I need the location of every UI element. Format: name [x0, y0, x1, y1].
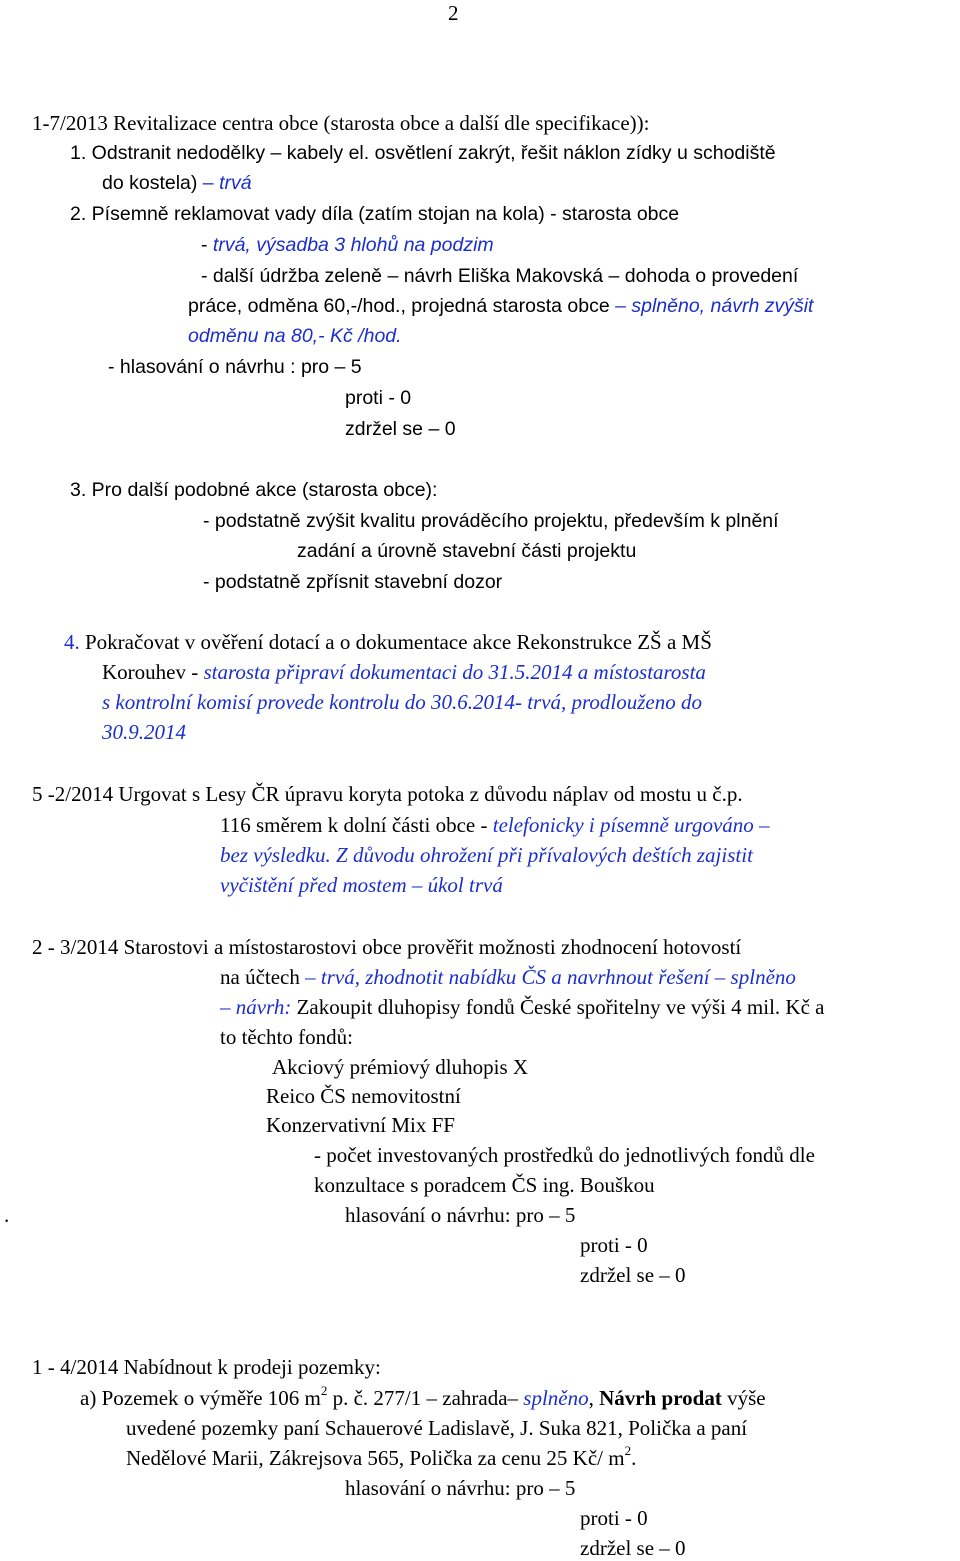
s1-item4-status: starosta připraví dokumentaci do 31.5.2014 a místostarosta: [203, 660, 706, 684]
s3-line9: konzultace s poradcem ČS ing. Bouškou: [314, 1173, 655, 1197]
s2-line2: [220, 812, 770, 838]
s3-line2: [220, 964, 796, 990]
s2-text: 116 směrem k dolní části obce -: [220, 813, 493, 837]
s1-vote-zdrzel: zdržel se – 0: [345, 418, 456, 440]
s2-status: telefonicky i písemně urgováno –: [492, 813, 770, 837]
s2-status2: bez výsledku.: [220, 843, 331, 867]
s1-item4-line3: s kontrolní komisí provede kontrolu do 30.6.2014- trvá, prodlouženo do: [102, 690, 702, 714]
s1-vote-proti: proti - 0: [345, 387, 412, 409]
s1-item3-line1: 3. Pro další podobné akce (starosta obce):: [70, 479, 438, 501]
s3-line1: 2 - 3/2014 Starostovi a místostarostovi obce prověřit možnosti zhodnocení hotovostí: [32, 935, 742, 959]
s1-item4-line1: [64, 629, 712, 655]
s1-item1-line2: [102, 170, 252, 196]
s3-status: – trvá, zhodnotit nabídku ČS a navrhnout řešení – splněno: [305, 965, 796, 989]
s4-period: .: [631, 1446, 637, 1470]
s1-item3-line3: zadání a úrovně stavební části projektu: [297, 540, 637, 562]
s3-dot: .: [4, 1203, 10, 1227]
s3-fund3: Konzervativní Mix FF: [266, 1113, 455, 1137]
s4-line1: 1 - 4/2014 Nabídnout k prodeji pozemky:: [32, 1355, 381, 1379]
s4-price-text: Nedělové Marii, Zákrejsova 565, Polička za cenu 25 Kč/ m: [126, 1446, 625, 1470]
s3-fund2: Reico ČS nemovitostní: [266, 1084, 461, 1108]
s1-item2-line3: - další údržba zeleně – návrh Eliška Makovská – dohoda o provedení: [201, 265, 799, 287]
s3-vote-zdrzel: zdržel se – 0: [580, 1263, 686, 1287]
s1-item2-status2: – splněno, návrh zvýšit: [615, 295, 814, 317]
s4-line3: uvedené pozemky paní Schauerové Ladislavě, J. Suka 821, Polička a paní: [126, 1416, 748, 1440]
s1-item1-text: do kostela): [102, 172, 198, 194]
s4-line4: [126, 1445, 636, 1471]
s4-comma: ,: [588, 1386, 600, 1410]
s2-line3: [220, 842, 753, 868]
s3-text: na účtech: [220, 965, 306, 989]
s1-item2-line1: 2. Písemně reklamovat vady díla (zatím stojan na kola) - starosta obce: [70, 203, 680, 225]
s4-vote-proti: proti - 0: [580, 1506, 648, 1530]
s4-line2: [80, 1385, 766, 1411]
s2-status3: Z důvodu ohrožení při přívalových deštích zajistit: [330, 843, 753, 867]
s4-parcel-text3: výše: [721, 1386, 766, 1410]
s3-status2: – návrh:: [220, 995, 292, 1019]
page-number: 2: [448, 1, 459, 25]
s1-title: 1-7/2013 Revitalizace centra obce (starosta obce a další dle specifikace)):: [32, 111, 650, 135]
s4-proposal: Návrh prodat: [599, 1386, 722, 1410]
s1-item1-dash: –: [197, 172, 220, 194]
s4-vote-label: hlasování o návrhu: pro – 5: [345, 1476, 576, 1500]
s4-parcel-text2: p. č. 277/1 – zahrada–: [327, 1386, 524, 1410]
s1-item2-dash: -: [201, 234, 213, 256]
s3-line4: to těchto fondů:: [220, 1025, 353, 1049]
s1-item2-text: práce, odměna 60,-/hod., projedná starosta obce: [188, 295, 616, 317]
s1-item4-line2: [102, 659, 706, 685]
s3-fund1: Akciový prémiový dluhopis X: [272, 1055, 529, 1079]
s1-item4-text: Pokračovat v ověření dotací a o dokumentace akce Rekonstrukce ZŠ a MŠ: [79, 630, 712, 654]
s4-parcel-text: a) Pozemek o výměře 106 m: [80, 1386, 321, 1410]
s1-item2-line4: [188, 293, 813, 319]
s3-text2: Zakoupit dluhopisy fondů České spořitelny ve výši 4 mil. Kč a: [291, 995, 825, 1019]
s2-line1: 5 -2/2014 Urgovat s Lesy ČR úpravu koryta potoka z důvodu náplav od mostu u č.p.: [32, 782, 743, 806]
s4-sup2: 2: [624, 1443, 632, 1458]
s3-vote-proti: proti - 0: [580, 1233, 648, 1257]
s3-line3: [220, 994, 824, 1020]
s1-item2-line5: odměnu na 80,- Kč /hod.: [188, 325, 402, 347]
s2-line4: vyčištění před mostem – úkol trvá: [220, 873, 503, 897]
s3-line8: - počet investovaných prostředků do jednotlivých fondů dle: [314, 1143, 815, 1167]
s1-item1-line1: 1. Odstranit nedodělky – kabely el. osvětlení zakrýt, řešit náklon zídky u schodiště: [70, 142, 776, 164]
s1-item2-line2: [201, 232, 494, 258]
s1-item4-number: 4.: [64, 630, 80, 654]
s1-item2-status: trvá, výsadba 3 hlohů na podzim: [212, 234, 494, 256]
s3-vote-label: hlasování o návrhu: pro – 5: [345, 1203, 576, 1227]
s1-item4-place: Korouhev -: [102, 660, 204, 684]
s4-status: splněno: [523, 1386, 589, 1410]
s1-item1-status: trvá: [219, 172, 252, 194]
s1-item3-line4: - podstatně zpřísnit stavební dozor: [203, 571, 503, 593]
s4-vote-zdrzel: zdržel se – 0: [580, 1536, 686, 1560]
s1-vote-label: - hlasování o návrhu : pro – 5: [108, 356, 362, 378]
s1-item4-line4: 30.9.2014: [102, 720, 186, 744]
s4-sup: 2: [320, 1383, 328, 1398]
s1-item3-line2: - podstatně zvýšit kvalitu prováděcího projektu, především k plnění: [203, 510, 779, 532]
